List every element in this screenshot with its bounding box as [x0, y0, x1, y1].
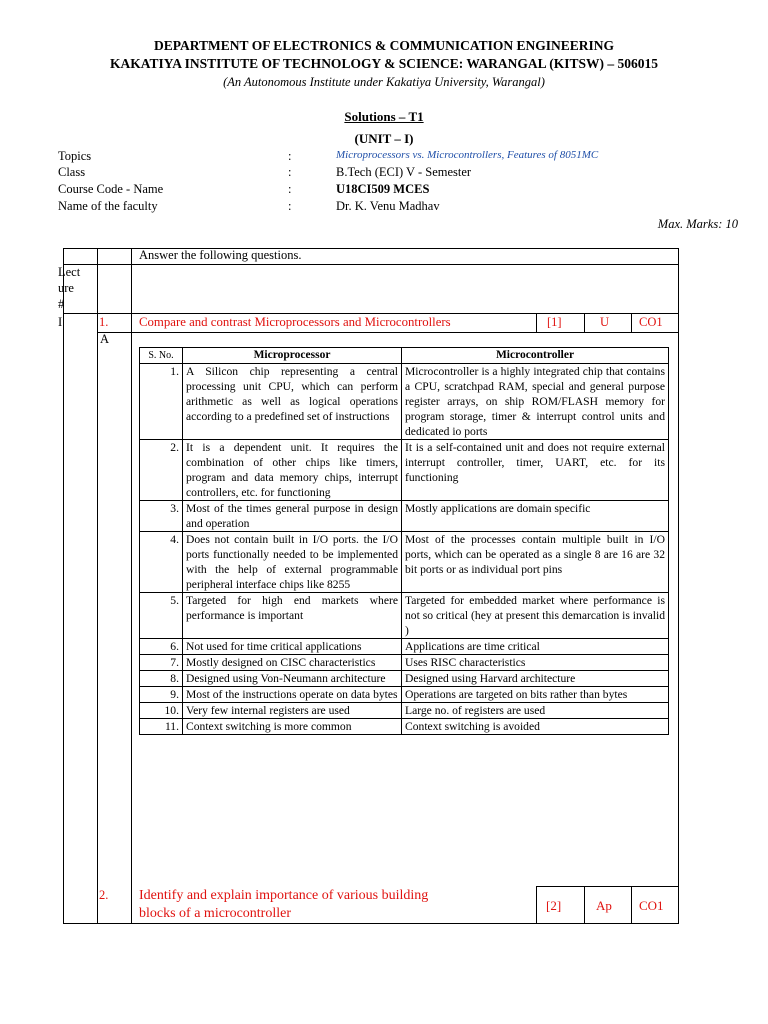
column-header-microprocessor: Microprocessor [183, 348, 402, 364]
table-row [140, 593, 669, 639]
row-number: 6. [140, 639, 183, 655]
info-separator: : [288, 165, 292, 179]
question-2-number: 2. [99, 888, 109, 902]
microcontroller-cell: Microcontroller is a highly integrated chip that contains a CPU, scratchpad RAM, special and general purpose register arrays, on ship ROM/FLASH memory for program storage, timer & interrupt control units and dedicated io ports [402, 364, 669, 440]
microprocessor-cell: Mostly designed on CISC characteristics [183, 655, 402, 671]
grid-line [63, 264, 679, 265]
row-number: 11. [140, 719, 183, 735]
microprocessor-cell: Most of the instructions operate on data bytes [183, 687, 402, 703]
grid-line [97, 248, 98, 924]
microprocessor-cell: Not used for time critical applications [183, 639, 402, 655]
microcontroller-cell: Mostly applications are domain specific [402, 501, 669, 532]
grid-line [584, 886, 585, 924]
table-row [140, 639, 669, 655]
info-value-class: B.Tech (ECI) V - Semester [336, 165, 472, 179]
info-separator: : [288, 149, 292, 163]
microprocessor-cell: Context switching is more common [183, 719, 402, 735]
row-number: 2. [140, 440, 183, 501]
question-1-marks: [1] [547, 315, 562, 329]
row-number: 4. [140, 532, 183, 593]
microcontroller-cell: Operations are targeted on bits rather than bytes [402, 687, 669, 703]
unit-label: (UNIT – I) [354, 131, 414, 146]
grid-line [631, 313, 632, 333]
grid-line [584, 313, 585, 333]
grid-line [536, 886, 679, 887]
info-separator: : [288, 182, 292, 196]
microcontroller-cell: Designed using Harvard architecture [402, 671, 669, 687]
lecture-number: I [58, 315, 63, 329]
row-number: 3. [140, 501, 183, 532]
grid-line [63, 313, 679, 314]
max-marks: Max. Marks: 10 [657, 217, 738, 231]
question-1-text: Compare and contrast Microprocessors and Microcontrollers [139, 315, 451, 329]
row-number: 9. [140, 687, 183, 703]
question-2-text-line1: Identify and explain importance of various building [139, 888, 429, 903]
affiliation-subtitle: (An Autonomous Institute under Kakatiya University, Warangal) [223, 75, 545, 89]
department-title: DEPARTMENT OF ELECTRONICS & COMMUNICATION ENGINEERING [154, 38, 614, 53]
microprocessor-cell: Designed using Von-Neumann architecture [183, 671, 402, 687]
grid-line [631, 886, 632, 924]
document-title: Solutions – T1 [344, 109, 424, 124]
table-row [140, 687, 669, 703]
table-row [140, 671, 669, 687]
microprocessor-cell: Does not contain built in I/O ports. the I/O ports functionally needed to be implemented with the help of external programmable peripheral interface chips like 8255 [183, 532, 402, 593]
grid-line [536, 313, 537, 333]
row-number: 10. [140, 703, 183, 719]
lecture-label-line1: Lect [58, 265, 81, 279]
row-number: 7. [140, 655, 183, 671]
question-2-level: Ap [596, 898, 612, 913]
microprocessor-cell: Targeted for high end markets where performance is important [183, 593, 402, 639]
microcontroller-cell: Large no. of registers are used [402, 703, 669, 719]
microcontroller-cell: Uses RISC characteristics [402, 655, 669, 671]
table-row [140, 501, 669, 532]
table-row [140, 440, 669, 501]
row-number: 5. [140, 593, 183, 639]
lecture-label-line3: # [58, 297, 65, 311]
question-1-level: U [600, 315, 610, 329]
table-row [140, 364, 669, 440]
question-1-sub: A [100, 332, 110, 346]
info-value-faculty: Dr. K. Venu Madhav [336, 199, 440, 213]
info-key: Course Code - Name [58, 182, 164, 196]
question-2-text-line2: blocks of a microcontroller [139, 906, 292, 921]
info-key: Topics [58, 149, 92, 163]
table-row [140, 719, 669, 735]
question-1-number: 1. [99, 315, 109, 329]
row-number: 1. [140, 364, 183, 440]
grid-line [97, 332, 679, 333]
institute-title: KAKATIYA INSTITUTE OF TECHNOLOGY & SCIENCE: WARANGAL (KITSW) – 506015 [110, 56, 658, 71]
info-value-course: U18CI509 MCES [336, 182, 430, 196]
column-header-sno: S. No. [140, 348, 183, 364]
table-header-row [140, 348, 669, 364]
row-number: 8. [140, 671, 183, 687]
comparison-table [139, 347, 669, 735]
microprocessor-cell: Most of the times general purpose in design and operation [183, 501, 402, 532]
table-row [140, 703, 669, 719]
instruction-text: Answer the following questions. [139, 248, 302, 262]
question-2-co: CO1 [639, 898, 664, 913]
microcontroller-cell: Most of the processes contain multiple built in I/O ports, which can be operated as a single 8 are 16 are 32 bit ports or as individual port pins [402, 532, 669, 593]
question-1-co: CO1 [639, 315, 663, 329]
table-row [140, 532, 669, 593]
question-2-marks: [2] [546, 898, 562, 913]
grid-line [536, 886, 537, 924]
info-separator: : [288, 199, 292, 213]
microprocessor-cell: It is a dependent unit. It requires the combination of other chips like timers, program and data memory chips, interrupt controllers, etc. for functioning [183, 440, 402, 501]
microcontroller-cell: Context switching is avoided [402, 719, 669, 735]
info-key: Class [58, 165, 86, 179]
info-value-topics: Microprocessors vs. Microcontrollers, Features of 8051MC [336, 149, 599, 161]
column-header-microcontroller: Microcontroller [402, 348, 669, 364]
microprocessor-cell: Very few internal registers are used [183, 703, 402, 719]
info-key: Name of the faculty [58, 199, 158, 213]
microcontroller-cell: Targeted for embedded market where performance is not so critical (hey at present this demarcation is invalid ) [402, 593, 669, 639]
microcontroller-cell: Applications are time critical [402, 639, 669, 655]
table-row [140, 655, 669, 671]
microprocessor-cell: A Silicon chip representing a central processing unit CPU, which can perform arithmetic as well as logical operations according to a predefined set of instructions [183, 364, 402, 440]
lecture-label-line2: ure [58, 281, 74, 295]
grid-line [131, 248, 132, 924]
microcontroller-cell: It is a self-contained unit and does not require external interrupt controller, timer, UART, etc. for its functioning [402, 440, 669, 501]
